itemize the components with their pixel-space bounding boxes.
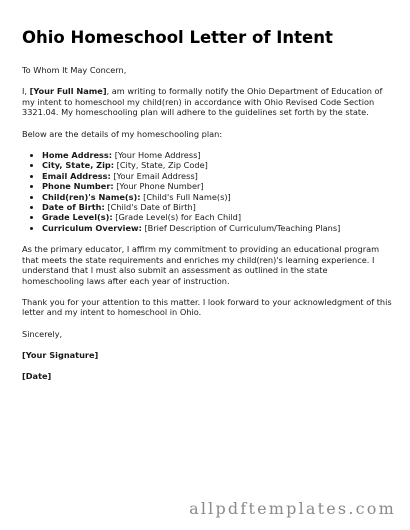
detail-label: Curriculum Overview: [42,222,142,233]
list-item [42,192,392,202]
detail-label: Home Address: [42,150,113,161]
list-item [42,181,392,191]
detail-value: [Your Home Address] [112,150,201,161]
signature-line [22,350,392,360]
detail-value: [City, State, Zip Code] [114,160,208,171]
intro-paragraph [22,86,392,117]
detail-label: Phone Number: [42,181,114,192]
list-item [42,202,392,212]
detail-label: Date of Birth: [42,202,105,213]
signature-placeholder: [Your Signature] [22,350,99,361]
details-intro: Below are the details of my homeschooling plan: [22,128,223,139]
letter-page [22,28,392,391]
detail-value: [Brief Description of Curriculum/Teaching Plans] [141,222,341,233]
list-item [42,150,392,160]
list-item [42,223,392,233]
detail-value: [Child's Full Name(s)] [140,191,231,202]
date-line [22,371,392,381]
list-item [42,160,392,170]
thanks-paragraph: Thank you for your attention to this matter. I look forward to your acknowledgment of this letter and my intent to homeschool in Ohio. [22,296,392,318]
salutation: To Whom It May Concern, [22,65,127,75]
list-item [42,212,392,222]
commitment-paragraph: As the primary educator, I affirm my commitment to providing an educational program that meets the state requirements and enriches my child(ren)'s learning experience. I understand that I must also submit an assessment as outlined in the state homeschooling laws after each year of instruction. [22,244,380,286]
date-placeholder: [Date] [22,370,52,381]
intro-prefix: I, [22,86,30,97]
detail-label: Grade Level(s): [42,212,113,223]
details-list [22,150,392,233]
name-placeholder: [Your Full Name] [29,86,107,97]
detail-label: City, State, Zip: [42,160,115,171]
closing: Sincerely, [22,328,63,339]
watermark: allpdftemplates.com [189,499,396,518]
intro-rest: , am writing to formally notify the Ohio Department of Education of my intent to homeschool my child(ren) in accordance with Ohio Revised Code Section 3321.04. My homeschooling plan will adhere to the guidelines set forth by the state. [22,86,383,118]
list-item [42,171,392,181]
page-title: Ohio Homeschool Letter of Intent [22,28,333,47]
detail-value: [Your Phone Number] [113,181,204,192]
detail-value: [Child's Date of Birth] [104,202,196,213]
detail-value: [Grade Level(s) for Each Child] [112,212,242,223]
detail-value: [Your Email Address] [110,170,198,181]
detail-label: Child(ren)'s Name(s): [42,191,141,202]
detail-label: Email Address: [42,170,111,181]
